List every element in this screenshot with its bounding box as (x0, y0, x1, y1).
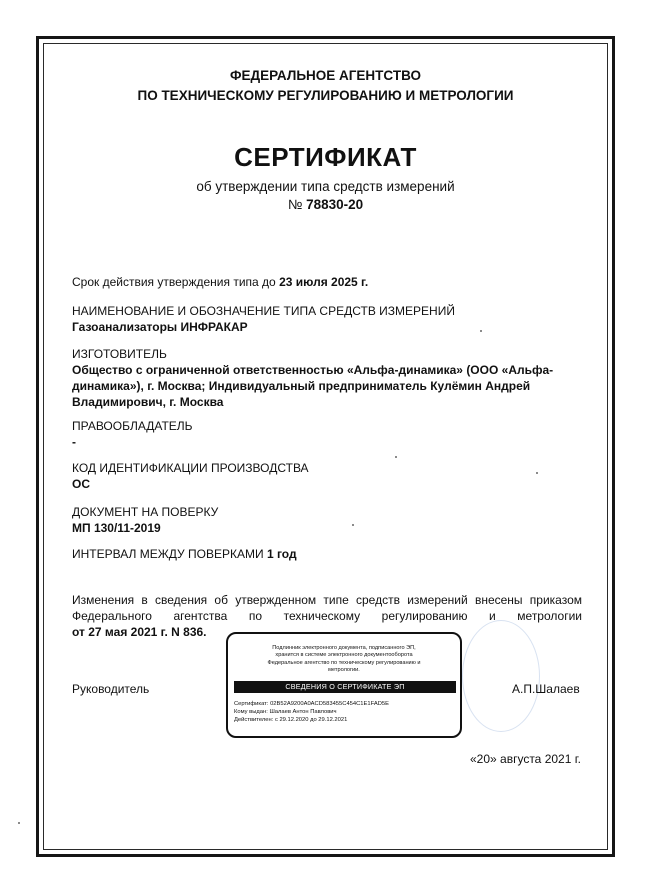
stamp-valid-value: с 29.12.2020 до 29.12.2021 (274, 717, 348, 723)
interval-label: ИНТЕРВАЛ МЕЖДУ ПОВЕРКАМИ (72, 547, 264, 561)
changes-line-3: от 27 мая 2021 г. N 836. (72, 625, 207, 639)
stamp-note-line-2: хранится в системе электронного документооборота (275, 652, 413, 659)
verification-doc-label: ДОКУМЕНТ НА ПОВЕРКУ (72, 505, 219, 519)
holder-block (72, 418, 582, 450)
agency-name (43, 66, 608, 106)
changes-line-2: Федерального агентства по техническому регулированию и метрологии (72, 609, 582, 623)
production-code-value: ОС (72, 477, 90, 491)
certificate-number (43, 197, 608, 212)
verification-doc-block (72, 504, 582, 536)
validity-label: Срок действия утверждения типа до (72, 275, 276, 289)
stamp-cert-value: 02B52A9200A0ACD583455C454C1E1FAD5E (270, 701, 389, 707)
stamp-issued-value: Шалаев Антон Павлович (269, 709, 337, 715)
interval-value: 1 год (266, 547, 297, 561)
stamp-info (234, 700, 389, 724)
stamp-note-line-1: Подлинник электронного документа, подписанного ЭП, (272, 645, 416, 651)
electronic-signature-stamp (226, 632, 462, 738)
type-name-block (72, 303, 582, 335)
type-name-value: Газоанализаторы ИНФРАКАР (72, 320, 248, 334)
stamp-cert-row (234, 700, 389, 708)
agency-line-2: ПО ТЕХНИЧЕСКОМУ РЕГУЛИРОВАНИЮ И МЕТРОЛОГИИ (137, 88, 514, 103)
number-prefix: № (287, 197, 303, 212)
stamp-note-line-4: метрологии. (328, 667, 360, 674)
manufacturer-value: Общество с ограниченной ответственностью «Альфа-динамика» (ООО «Альфа-динамика»), г. Москва; Индивидуальный предприниматель Кулёмин Андрей Владимирович, г. Москва (72, 363, 554, 409)
stamp-note-line-3: Федеральное агентство по техническому регулированию и (267, 659, 421, 666)
manufacturer-block (72, 346, 582, 410)
stamp-note (234, 645, 454, 675)
scan-speck (480, 330, 482, 332)
changes-line-1: Изменения в сведения об утвержденном типе средств измерений внесены приказом (72, 593, 582, 607)
scan-speck (18, 822, 20, 824)
stamp-issued-row (234, 708, 389, 716)
verification-doc-value: МП 130/11-2019 (72, 521, 161, 535)
type-name-label: НАИМЕНОВАНИЕ И ОБОЗНАЧЕНИЕ ТИПА СРЕДСТВ ИЗМЕРЕНИЙ (72, 304, 455, 318)
document-subtitle: об утверждении типа средств измерений (196, 179, 455, 194)
scan-speck (395, 456, 397, 458)
interval-block (72, 546, 582, 562)
validity-value: 23 июля 2025 г. (279, 275, 369, 289)
production-code-block (72, 460, 582, 492)
scan-speck (536, 472, 538, 474)
document-date: «20» августа 2021 г. (470, 752, 581, 766)
stamp-cert-label: Сертификат: (234, 701, 269, 707)
stamp-valid-label: Действителен: (234, 717, 274, 723)
number-value: 78830-20 (306, 197, 364, 212)
agency-line-1: ФЕДЕРАЛЬНОЕ АГЕНТСТВО (229, 68, 422, 83)
validity-block (72, 274, 582, 290)
scan-speck (352, 524, 354, 526)
holder-label: ПРАВООБЛАДАТЕЛЬ (72, 419, 193, 433)
stamp-header-bar: СВЕДЕНИЯ О СЕРТИФИКАТЕ ЭП (234, 681, 456, 693)
production-code-label: КОД ИДЕНТИФИКАЦИИ ПРОИЗВОДСТВА (72, 461, 309, 475)
stamp-valid-row (234, 716, 389, 724)
stamp-issued-label: Кому выдан: (234, 709, 268, 715)
holder-value: - (72, 435, 76, 449)
faint-emblem-watermark (462, 620, 540, 732)
head-name: А.П.Шалаев (512, 682, 580, 696)
head-label: Руководитель (72, 682, 150, 696)
manufacturer-label: ИЗГОТОВИТЕЛЬ (72, 347, 167, 361)
document-title: СЕРТИФИКАТ (234, 142, 417, 172)
